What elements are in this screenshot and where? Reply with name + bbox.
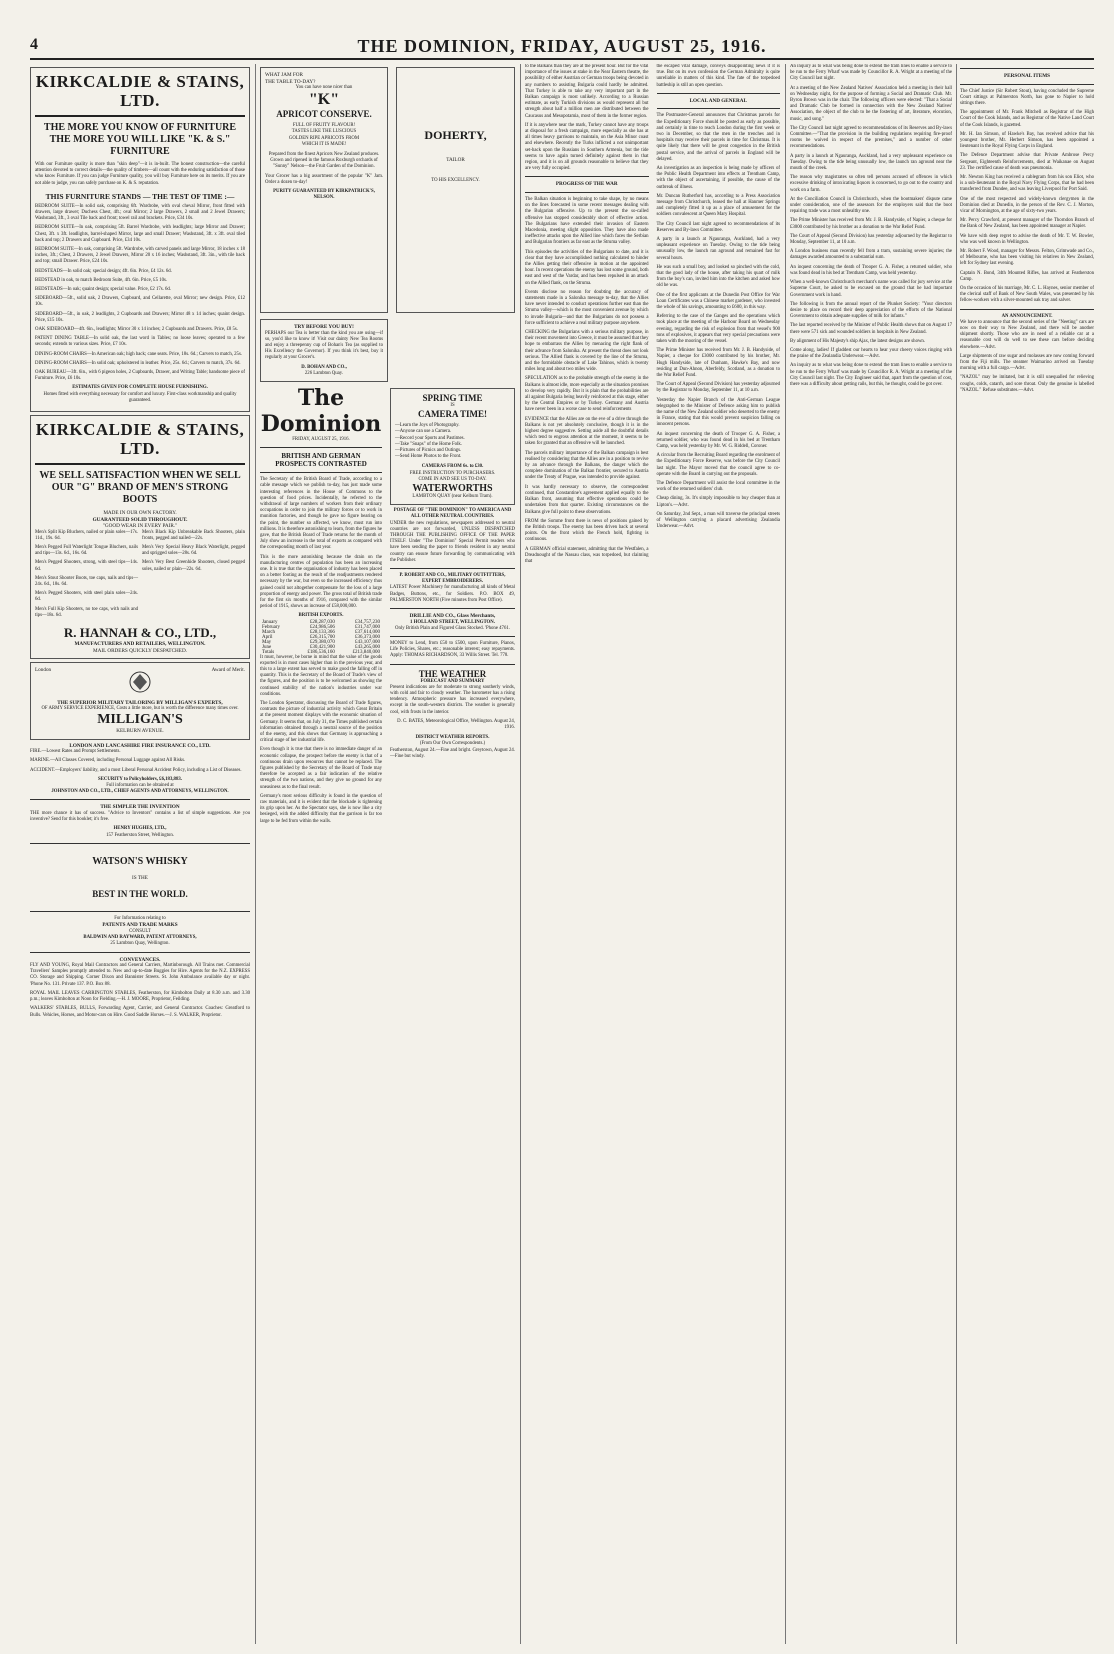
list-item: BEDROOM SUITE—In oak, comprising 5ft. Barrel Wardrobe, with leadlights; large Mirror and Drawer; Chest, 3ft. x 3ft. leadlights, barrel-shaped Mirror, large and small Drawer; Washstand, 3ft. x 3ft. oval tiled back and top; 2 Drawers and Cupboard. Price, £34 10s. — [35, 225, 245, 243]
inv-addr: 157 Featherston Street, Wellington. — [106, 832, 174, 838]
table-cell: May — [262, 639, 272, 645]
ad-title: KIRKCALDIE & STAINS, LTD. — [35, 420, 245, 459]
list-item: —Learn the Joys of Photography. — [395, 423, 460, 429]
local-general-column — [657, 64, 781, 568]
table-cell: £26,315,700 — [309, 634, 335, 640]
table-cell: £31,747,000 — [355, 624, 380, 630]
ad-guarantee: GUARANTEED SOLID THROUGHOUT. — [92, 516, 188, 523]
local-general-head: LOCAL AND GENERAL — [689, 97, 747, 104]
table-cell: £29,380,070 — [309, 639, 335, 645]
list-item: FIRE.—Lowest Rates and Prompt Settlements. — [30, 749, 121, 755]
paragraph: The Court of Appeal (Second Division) has yesterday adjourned by the Registrar to Monday, September 11, at 10 a.m. — [790, 233, 952, 246]
post-head: POSTAGE OF "THE DOMINION" TO AMERICA AND ALL OTHER NEUTRAL COUNTRIES. — [393, 508, 512, 520]
dominion-masthead: The Dominion — [260, 384, 382, 437]
personal-items-head: PERSONAL ITEMS — [1004, 73, 1050, 79]
paragraph: FROM the Somme front there is news of positions gained by the British troops. The enemy has been driven back at several points. On the front which the French hold, fighting is continuous. — [525, 518, 649, 543]
war-column — [525, 64, 649, 568]
ins-title: LONDON AND LANCASHIRE FIRE INSURANCE CO., LTD. — [69, 742, 211, 749]
paragraph: SPECULATION as to the probable strength of the enemy in the Balkans is almost idle, more especially as the situation promises to develop very rapidly. But it is plain that the probabilities are all against Bulgaria being heavily reinforced at this stage, either by the Central Empires or by Turkey. Germany and Austria have never been in a worse case to send reinforcements — [525, 376, 649, 413]
pat-consult: CONSULT — [129, 928, 151, 934]
drillie-ad — [390, 613, 515, 632]
mil-right: Award of Merit. — [211, 667, 245, 674]
list-item: Men's Very Best Greenhide Shooters, closed pegged soles, nailed or plain—22s. 6d. — [142, 560, 245, 572]
tea-body: PERHAPS our Tea is better than the kind you are using—if so, you'd like to know it! Visit our dainty New Tea Rooms and enjoy a threepenny cup of Bohan's Tea (as supplied to His Excellency the Governor). If you think it's best, buy it regularly at your Grocer's. — [265, 330, 383, 361]
paragraph: When a well-known Christchurch merchant's name was called for jury service at the Supreme Court, he asked to be excused on the ground that he had important Government work in hand. — [790, 280, 952, 298]
table-cell: March — [262, 629, 276, 635]
paragraph: The Chief Justice (Sir Robert Stout), having concluded the Supreme Court sittings at Palmerston North, has gone to Napier to hold sittings there. — [960, 88, 1094, 106]
kirkcaldie-furniture-ad — [30, 67, 250, 412]
paragraph: An inquiry as to what was being done to extend the tram lines to enable a service to be run to the Ferry Wharf was made by Councillor R. A. Wright at a meeting of the City Council last night. The City Engineer said that, apart from the question of cost, there was a difficulty about getting rails, but this, he thought, could be got over. — [790, 363, 952, 387]
table-cell: £186,536,160 — [307, 649, 335, 655]
paragraph: A party in a launch at Ngauranga, Auckland, had a very unpleasant experience on Tuesday. Owing to the tide being unusually low, the launch ran aground near the mouth of the creek. — [790, 153, 952, 172]
paragraph: Cheap dining, 3s. It's simply impossible to buy cheaper than at Lipton's.—Advt. — [656, 496, 780, 508]
ad-made: MADE IN OUR OWN FACTORY. — [103, 510, 177, 517]
large-shipments: Large shipments of raw sugar and molasses are now coming forward from the Fiji mills. The steamer Waimarino arrived on Tuesday morning with a full cargo.—Advt. — [960, 353, 1094, 372]
column-3 — [525, 64, 780, 1644]
pat-name: BALDWIN AND RAYWARD, PATENT ATTORNEYS, — [83, 935, 197, 941]
boots-list-right — [142, 530, 245, 622]
jam-f3: GOLDEN RIPE APRICOTS FROM — [288, 135, 360, 141]
paragraph: to the Balkans than they are at the present hour. But for the vital importance of the issues at stake in the Near Eastern theatre, the possibility of either Austrian or German troops being devoted in any numbers to assisting Bulgaria could hardly be admitted. That Turkey is able to take any very important part in the Balkan campaign is most unlikely. According to a Russian estimate, as early Turkish divisions as would represent all but strength about half a million men are distributed between the Caucasus and Mesopotamia, most of them in the former region. — [525, 64, 649, 119]
tea-head: TRY BEFORE YOU BUY! — [294, 324, 354, 330]
inv-name: HENRY HUGHES, LTD., — [113, 826, 167, 832]
paragraph: The City Council last night agreed to recommendations of its Reserves and By-laws Committee.—"That the provision in the building regulations requiring fire-proof rooms be waived in respect of the premises," and a number of other recommendations. — [790, 125, 952, 150]
list-item: Men's Black Kip Unbreakable Back Shooters, plain fronts, pegged and nailed—22s. — [142, 529, 245, 541]
hannah-title: R. HANNAH & CO., LTD., — [63, 625, 217, 641]
paragraph: The appointment of Mr. Frank Mitchell as Registrar of the High Court of the Cook Islands, and as Registrar of the Native Land Court of the Cook Islands, is gazetted. — [960, 110, 1094, 128]
wwr-sub: (From Our Own Correspondents.) — [419, 741, 486, 747]
mil-name: P. ROBERT AND CO., MILITARY OUTFITTERS, EXPERT EMBROIDERERS. — [399, 572, 506, 585]
ad-footer: Homes fitted with everything necessary for comfort and luxury. First-class workmanship and quality guaranteed. — [43, 391, 237, 403]
weather-head: THE WEATHER — [418, 668, 487, 679]
paragraph: By alignment of His Majesty's ship Ajax, the latest designs are shown. — [790, 338, 926, 344]
list-item: SIDEBOARD—5ft., solid oak, 2 Drawers, Cupboard, and Cellarette, oval Mirror; new design. Price, £12 10s. — [35, 296, 245, 308]
paragraph: Events disclose no reason for doubting the accuracy of statements made in a Salonika message to-day, that the Allies have never intended to conduct operations further east than the Struma valley—which is the most convenient avenue by which to invade Bulgaria—and that the Bulgarians do not possess a force sufficient to achieve a real military purpose anywhere. — [525, 289, 649, 326]
paragraph: This is the more astonishing because the drain on the manufacturing centres of population has been an increasing one. It is true that the organisation of industry has been placed on a better footing as the result of the readjustments rendered necessary by the war, but even so the increased efficiency thus gained could not altogether compensate for the loss of a large proportion of energy and power. The gross total of British trade for the first six months of 1916, compared with the similar period of 1915, shows an increase of £58,000,000. — [260, 554, 382, 610]
jam-q1: WHAT JAM FOR — [265, 72, 303, 78]
jam-f2: TASTES LIKE THE LUSCIOUS — [291, 129, 357, 135]
mil-left: London — [35, 667, 52, 674]
announcement-body: We have to announce that the second series of the "Neeting" cars are now on their way to New Zealand, and there will be another shipment shortly. Those who are in need of a reliable car at a reasonable cost will do well to see these cars before deciding elsewhere.—Advt. — [960, 319, 1094, 350]
inv-body: THE more chance it has of success. "Advice to Inventors" contains a list of simple suggestions. Are you inventive? Send for this booklet; it's free. — [30, 810, 250, 823]
exports-head: BRITISH EXPORTS. — [298, 613, 344, 619]
doherty-trade: TAILOR — [446, 157, 465, 163]
list-item: —Record your Sports and Pastimes. — [395, 435, 465, 441]
paragraph: A party in a launch at Ngauranga, Auckland, had a very unpleasant experience on Tuesday. Owing to the tide being unusually low, the launch ran aground and remained fast for several hours. — [656, 236, 780, 261]
paragraph: Germany's most serious difficulty is found in the question of raw materials, and it is evident that the blockade is tightening its grip upon her. As the Spectator says, she is now like a city besieged, with the added difficulty that the garrison is far too large to be fed from within the walls. — [260, 793, 382, 824]
list-item: —Take "Snaps" of the Home Folk. — [395, 441, 462, 447]
nazol-ad: "NAZOL" may be imitated, but it is still unequalled for relieving coughs, colds, catarrh, and sore throat. Only the genuine is labelled "NAZOL." Refuse substitutes.—Advt. — [960, 375, 1094, 393]
paragraph: The Prime Minister has received from Mr. J. B. Handyside, of Napier, a cheque for £3000 contributed by his brother as a donation to the War Relief Fund. — [790, 218, 952, 230]
list-item: BEDROOM SUITE—In solid oak, comprising 6ft. Wardrobe, with oval cheval Mirror, front fitted with drawers, large drawer; Duchess Chest, 4ft.; oval Mirror; 2 large Drawers, 2 small and 2 Jewel Drawers; Washstand, 3ft., 3 oval Tile back and front; towel rail and brackets. Price, £34 10s. — [35, 203, 245, 222]
list-item: —Anyone can use a Camera. — [395, 429, 452, 435]
paragraph: Mr. Newton King has received a cablegram from his son Eliot, who is a sub-lieutenant in the Royal Navy Flying Corps, that he had been transferred from Dundee, and was leaving Liverpool for Port Said. — [960, 174, 1094, 193]
table-cell: June — [262, 644, 272, 650]
pat-addr: 25 Lambton Quay, Wellington. — [110, 941, 170, 947]
table-cell: £213,840,000 — [352, 649, 380, 655]
paragraph: A GERMAN official statement, admitting that the Westfalen, a Dreadnought of the Nassau class, was torpedoed, but claiming that — [525, 546, 649, 564]
ad-headline: THE MORE YOU KNOW OF FURNITURE THE MORE YOU WILL LIKE "K. & S." FURNITURE — [43, 122, 237, 157]
spring-h1: SPRING TIME — [422, 392, 483, 403]
paragraph: At a meeting of the New Zealand Natives' Association held a meeting in their hall on Wednesday night, for the purpose of forming a Social and Dramatic Club. Mr. Byron Brown was in the chair. The following officers were elected: "That a Social and Dramatic Club be formed in connection with the New Zealand Natives' Association, the object of the club to be the fostering of art, literature, elocution, music, and song." — [790, 85, 952, 122]
jam-f4: WHICH IT IS MADE! — [301, 141, 347, 147]
paragraph: The London Spectator, discussing the Board of Trade figures, contrasts the picture of industrial activity which Great Britain at the present moment displays with the economic situation of Germany. It seems that, on July 31, the Times published certain information obtained through a neutral source of the position of the enemy, and this shows that Germany is approaching a critical stage of her industrial life. — [260, 701, 382, 744]
paragraph: On Saturday, 2nd Sept., a man will traverse the principal streets of Wellington carrying a placard advertising Zealandia Underwear.—Advt. — [656, 511, 780, 530]
list-item: —Pictures of Picnics and Outings. — [395, 447, 462, 453]
jam-prep: Prepared from the finest Apricots New Zealand produces. Grown and ripened in the famous Roxburgh orchards of "Sunny" Nelson—the Fruit Garden of the Dominion. — [268, 152, 380, 170]
announcement-head: AN ANNOUNCEMENT. — [1001, 313, 1053, 319]
list-item: Men's Pegged Shooters, with steel plain soles—24s. 6d. — [35, 591, 138, 603]
paragraph: An inquest concerning the death of Trooper G. A. Fisher, a returned soldier, who was found dead in his bed at Trentham Camp, was held yesterday by Mr. W. G. Riddell, Coroner. — [656, 431, 780, 450]
paragraph: Even though it is true that there is no immediate danger of an economic collapse, the prospect before the enemy is that of a continuous drain upon resources that cannot be replaced. The figures published by the Secretary of the Board of Trade may therefore be accepted as a fair indication of the relative strength of the two nations, and they give no ground for any uneasiness as to the final result. — [260, 747, 382, 790]
list-item: FLY AND YOUNG, Royal Mail Contractors and General Carriers, Martinborough. All Trains met. Commercial Travellers' Samples promptly attended to. New and up-to-date Buggies for Hire. Agents for the N.Z. EXPRESS CO. Storage and Shipping. Corner Dixon and Bannister Streets. St. John Ambulance available day or night. 'Phone No. 131. Private 137. P.O. Box 88. — [30, 963, 250, 987]
spring-h3: CAMERA TIME! — [417, 409, 488, 420]
conveyances-section — [30, 957, 250, 1019]
boots-list-left — [35, 530, 138, 622]
table-cell: £28,287,030 — [309, 619, 335, 625]
paragraph: The Balkan situation is beginning to take shape, by no means on the lines forecasted in some recent messages dealing with the Bulgarian offensive. Up to the present the so-called offensive has stopped considerably short of effective action. The Bulgarians have extended their invasion of Eastern Macedonia, meeting slight opposition. They have also made ineffective attacks upon the Allied line which faces the Serbian and Bulgarian frontiers as far east as the Struma valley. — [525, 196, 649, 246]
list-item: OAK SIDEBOARD—4ft. 6in., leadlights; Mirror 30 x 14 inches; 2 Cupboards and Drawers. Price, £8 5s. — [35, 327, 238, 333]
waterworths-ad — [390, 388, 515, 505]
conv-head: CONVEYANCES. — [119, 956, 161, 963]
list-item: BEDSTEADS—In oak; quaint design; special value. Price, £2 17s. 6d. — [35, 287, 172, 293]
spring-come: COME IN AND SEE US TO-DAY. — [418, 476, 487, 482]
jam-q2: THE TABLE TO-DAY? — [265, 78, 316, 85]
drillie-name: DRILLIE AND CO., Glass Merchants, — [409, 613, 496, 619]
table-cell: £37,614,000 — [355, 629, 380, 635]
paragraph: The Defence Department will assist the local committee in the work of the returned soldiers' club. — [656, 481, 780, 493]
table-cell: £34,757,230 — [355, 619, 380, 625]
page-number: 4 — [30, 36, 38, 53]
list-item: Men's Split Kip Bluchers, nailed or plain soles—17s. 11d., 19s. 6d. — [35, 529, 138, 541]
editorial — [260, 385, 382, 828]
paragraph: the escaped vital damage, conveys disappointing news if it is true. But on its own confession the German Admiralty is quite unreliable in matters of this kind. The fate of the torpedoed battleship is still an open question. — [656, 64, 780, 88]
paragraph: The Defence Department advise that Private Ambrose Percy Sergeant, Eighteenth Reinforcements, died at Waikanae on August 23. The certified cause of death was pneumonia. — [960, 153, 1094, 171]
crest-icon — [124, 669, 156, 695]
table-cell: January — [262, 619, 278, 625]
paragraph: CHECKING the Bulgarians with a serious military purpose, in their recent movement into Greece, it must be assumed that they hope to embarrass the Allies by menacing the right flank of their advance from Salonika. At present the threat does not look serious. The Allied flank is covered by the line of the Struma, and the formidable obstacle of Lake Tahinos, which is twenty miles long and about two miles wide. — [525, 330, 649, 373]
paragraph: If it is anywhere near the mark, Turkey cannot have any troops at disposal for a fresh campaign, more especially as she has at all times heavy garrisons to maintain, on the Asia Minor coast and elsewhere. Recently the Turks inflicted a not unimportant set-back upon the Russians in Southern Armenia, but the tide seems to have again turned definitely against them in that region, and it is on all grounds reasonable to believe that they are very fully occupied. — [525, 122, 649, 172]
table-row — [260, 625, 382, 630]
paragraph: The Court of Appeal (Second Division) has yesterday adjourned by the Registrar to Monday, September 11, at 10 a.m. — [656, 382, 780, 394]
paragraph: At the Conciliation Council in Christchurch, when the bootmakers' dispute came under consideration, one of the assessors for the employers said that the boot repairing trade was a most unhealthy one. — [790, 196, 952, 215]
paragraph: We have with deep regret to advise the death of Mr. T. W. Bowler, who was well known in Wellington. — [960, 233, 1094, 245]
list-item: BEDSTEADS—In solid oak; special design; 4ft. 6in. Price, £4 12s. 6d. — [35, 268, 172, 274]
paragraph: One of the first applicants at the Dunedin Post Office for War Loan Certificates was a Chinese market gardener, who invested the whole of his savings, amounting to £600, in this way. — [656, 292, 780, 310]
column-rule — [255, 64, 256, 1644]
list-item: Men's Stout Shooter Boots, toe caps, nails and tips—24s. 6d., 18s. 6d. — [35, 575, 138, 588]
milligans-ad — [30, 662, 250, 740]
table-cell: April — [262, 634, 273, 640]
jam-purity: PURITY GUARANTEED BY KIRKPATRICK'S, NELSON. — [273, 189, 375, 201]
ad-headline: WE SELL SATISFACTION WHEN WE SELL OUR "G" BRAND OF MEN'S STRONG BOOTS — [39, 470, 241, 506]
list-item: ROYAL MAIL LEAVES CARRINGTON STABLES, Featherston, for Kimbolton Daily at 8.30 a.m. and 3.30 p.m.; leaves Kimbolton at Noon for Fielding.—H. J. MOORE, Proprietor, Feilding. — [30, 990, 250, 1003]
ad-subhead: THIS FURNITURE STANDS — THE TEST OF TIME :— — [45, 191, 235, 201]
paragraph: EVIDENCE that the Allies are on the eve of a drive through the Balkans is not yet absolutely conclusive, though it is in the highest degree suggestive. Setting aside all the doubtful details which tend to engross attention at the moment, it seems to be taken for granted that an offensive will be launched. — [525, 416, 649, 447]
ins-agents: JOHNSTON AND CO., LTD., CHIEF AGENTS AND ATTORNEYS, WELLINGTON. — [51, 789, 229, 795]
table-cell: £36,373,000 — [355, 634, 380, 640]
weather-sign: D. C. BATES, Meteorological Office, Wellington. August 24, 1916. — [397, 718, 515, 730]
table-cell: £28,133,366 — [309, 629, 335, 635]
editorial-continued — [396, 316, 515, 385]
paragraph: An inquest concerning the death of Trooper G. A. Fisher, a returned soldier, who was found dead in his bed at Trentham Camp, was held yesterday. — [790, 264, 952, 276]
paragraph: Yesterday the Napier Branch of the Anti-German League telegraphed to the Minister of Defence asking him to publish the name of the New Zealand soldier who deserted to the enemy in France, stating that this would prevent suspicion falling on innocent persons. — [656, 397, 780, 428]
paragraph: An inquiry as to what was being done to extend the tram lines to enable a service to be run to the Ferry Wharf was made by Councillor R. A. Wright at a meeting of the City Council last night. — [790, 64, 952, 82]
wwr-body: Featherston, August 24.—Fine and bright. Greytown, August 24.—Fine but windy. — [390, 747, 515, 759]
drillie-body: Only British Plain and Figured Glass Stocked. 'Phone 4761. — [395, 625, 510, 631]
paragraph: The Postmaster-General announces that Christmas parcels for the Expeditionary Force should be posted as early as possible, and certainly in time to reach London during the first week or two in December, so that the men in the trenches and in hospitals may receive their parcels in time for Christmas. It is quite likely that there will be great congestion in the British postal service, and the arrival of parcels in England will be delayed. — [656, 113, 780, 162]
ins-security: SECURITY to Policyholders, £6,183,883. — [98, 776, 182, 782]
wwr-head: DISTRICT WEATHER REPORTS. — [415, 735, 490, 741]
paragraph: Captain N. Bond, 34th Mounted Rifles, has arrived at Featherston Camp. — [960, 270, 1094, 282]
paragraph: An investigation as an inspection is being made by officers of the Public Health Department into effects at Trentham Camp, with the object of ascertaining, if possible, the cause of the outbreak of illness. — [656, 165, 780, 190]
insurance-ad — [30, 743, 250, 796]
mil-body: LATEST Power Machinery for manufacturing all kinds of Metal Badges, Buttons, etc., for Soldiers. P.O. BOX 49, PALMERSTON NORTH (Five minutes from Post Office). — [390, 585, 515, 603]
weather-section — [390, 669, 515, 760]
drillie-addr: 1 HOLLAND STREET, WELLINGTON. — [410, 619, 495, 625]
list-item: BEDROOM SUITE—In oak, comprising 5ft. Wardrobe, with carved panels and large Mirror, 18 inches x 18 inches, 3ft.; Chest, 2 Drawers, 2 Jewel Drawers, Mirror 20 x 16 inches; Washstand, 3ft. 3in., with tile back and top; small Drawer. Price, £24 10s. — [35, 247, 245, 265]
whisky-line3: BEST IN THE WORLD. — [92, 889, 188, 900]
table-cell: £30,421,900 — [309, 644, 335, 650]
jam-name: APRICOT CONSERVE. — [276, 109, 372, 120]
list-item: PATENT DINING TABLE—In solid oak, the last word in Tables; no loose leaves; operated to a few seconds; extends to various sizes. Price, £7 10s. — [35, 336, 245, 348]
jam-k: "K" — [308, 91, 340, 109]
progress-head: PROGRESS OF THE WAR — [555, 181, 618, 188]
column-rule — [956, 64, 957, 1644]
hannah-sub: MANUFACTURERS AND RETAILERS, WELLINGTON. — [74, 641, 206, 648]
mil-addr: KELBURN AVENUE. — [116, 728, 164, 735]
list-item: Men's Pegged Full Waterlight Tongue Bluchers, nails and tips—13s. 6d., 16s. 6d. — [35, 545, 138, 557]
column-2-ads — [390, 385, 515, 828]
list-item: —Send Home Photos to the Front. — [395, 454, 462, 460]
mil-head: THE SUPERIOR MILITARY TAILORING BY MILLIGAN'S EXPERTS, — [57, 699, 223, 706]
paragraph: A circular from the Recruiting Board regarding the enrolment of the Expeditionary Force Reserve, was before the City Council last night. The Mayor moved that the council agree to co-operate with the Board in carrying out the proposals. — [656, 453, 780, 477]
exports-table — [260, 620, 382, 655]
masthead — [30, 36, 1094, 60]
spring-name: WATERWORTHS — [412, 482, 493, 494]
paragraph: Referring to the case of the Ganges and the operations which took place at the meeting of the Harbour Board on Wednesday evening, regarding the risk of explosion from that vessel's 900 tons of explosives, it appears that very special precautions were taken with the mooring of the vessel. — [656, 314, 780, 345]
paragraph: Mr. Robert F. Wood, manager for Messrs. Felton, Grimwade and Co., of Melbourne, who has been visiting his relatives in New Zealand, left for Sydney last evening. — [960, 248, 1094, 267]
doherty-ad — [396, 67, 515, 313]
tea-name: D. BOHAN AND CO., — [301, 364, 347, 370]
spring-price: CAMERAS FROM 6s. to £30. — [421, 464, 484, 470]
doherty-to: TO HIS EXCELLENCY. — [431, 177, 480, 183]
ad-intro: With our Furniture quality is more than "skin deep"—it is in-built. The honest construction—the careful attention devoted to correct details—the quality of timbers—all count with the enduring satisfaction of those who know Furniture. If you can judge Furniture quality, you will buy Furniture here on its merits. If you are not able to judge, you can safely purchase on K. & S. reputation. — [35, 162, 245, 186]
mil-body: OF ARMY SERVICE EXPERIENCE, Costs a little more, but is worth the difference many times over. — [41, 706, 239, 712]
column-1 — [30, 64, 250, 1644]
inventions-ad — [30, 804, 250, 838]
paragraph: Mr. H. Ian Simson, of Hawke's Bay, has received advice that his youngest brother, Mr. Herbert Simson, has been appointed a lieutenant in the Royal Flying Corps in England. — [960, 131, 1094, 150]
postage-notice — [390, 508, 515, 564]
paragraph: It must, however, be borne in mind that the value of the goods exported is in most cases higher than in the previous year, and this to a large extent has served to make good the falling off in quantity. This is the Secretary of the Board of Trade's view of the figures, and the position is to be welcomed as showing the continued stability of the nation's industries under war conditions. — [260, 654, 382, 697]
table-cell: £43,265,000 — [355, 644, 380, 650]
mil-name: MILLIGAN'S — [97, 712, 183, 728]
ad-title: KIRKCALDIE & STAINS, LTD. — [35, 72, 245, 110]
jam-grocer: Your Grocer has a big assortment of the popular "K" Jam. Order a dozen to-day! — [265, 173, 383, 185]
table-cell: £24,986,506 — [309, 624, 335, 630]
tea-addr: 226 Lambton Quay. — [304, 370, 344, 376]
jam-none: You can have none nicer than — [295, 85, 353, 90]
list-item: DINING-ROOM CHAIRS—In solid oak; upholstered in leather. Price, 25s. 6d.; Carvers to match, 37s. 6d. — [35, 360, 241, 366]
list-item: OAK BUREAU—3ft. 6in., with 6 pigeon holes, 2 Cupboards, Drawer, and Writing Table; handsome piece of Furniture. Price, £6 10s. — [35, 370, 245, 382]
column-rule — [785, 64, 786, 1644]
paragraph: One of the most respected and widely-known clergymen in the Dominion died at Dunedin, in the person of the Rev. C. J. Morton, vicar of Mornington, at the age of sixty-two years. — [960, 196, 1094, 214]
list-item: DINING-ROOM CHAIRS—In American oak; high back; cane seats. Price, 18s. 6d.; Carvers to match, 25s. — [35, 351, 243, 357]
list-item: ACCIDENT.—Employers' liability, and a most Liberal Personal Accident Policy, including a List of Diseases. — [30, 767, 242, 773]
paragraph: The City Council last night agreed to recommendations of its Reserves and By-laws Committee. — [656, 221, 780, 233]
spring-h2: IS — [450, 402, 455, 408]
paragraph: The reason why magistrates so often tell persons accused of offences in which excessive drinking of intoxicating liquors is concerned, to go out to the country and work on a farm. — [790, 175, 952, 193]
kirkcaldie-boots-ad — [30, 415, 250, 659]
paragraph: A London business man recently fell from a tram, sustaining severe injuries; the damages awarded amounted to a substantial sum. — [790, 249, 952, 261]
list-item: SIDEBOARD—5ft., in oak, 2 leadlights, 2 Cupboards and Drawers; Mirror 48 x 14 inches; quaint design. Price, £15 10s. — [35, 311, 245, 323]
table-cell: Totals — [262, 649, 275, 655]
column-2 — [260, 64, 515, 1644]
paragraph: The following is from the annual report of the Plunket Society: "Your directors desire to place on record their deep appreciation of the efforts of the National Government to obtain adequate supplies of milk for infants." — [790, 301, 952, 320]
editorial-headline: BRITISH AND GERMAN PROSPECTS CONTRASTED — [275, 452, 367, 469]
weather-body: Present indications are for moderate to strong southerly winds, with cold and fair to cloudy weather. The barometer has a rising tendency. Atmospheric pressure has increased everywhere, except in the south-western districts. The weather is generally cool, with frosts in the interior. — [390, 684, 515, 715]
list-item: Men's Full Kip Shooters, no toe caps, with nails and tips—18s. 6d. — [35, 606, 138, 618]
list-item: WALKERS' STABLES, BULLS, Forwarding Agent, Carrier, and General Contractor. Coaches: Greatford to Bulls. Vehicles, Horses, and Motor-cars on Hire. Good Saddle Horses.—J. S. WALKER, Proprietor. — [30, 1006, 250, 1018]
post-body: UNDER the new regulations, newspapers addressed to neutral countries are not forwarded, UNLESS DESPATCHED THROUGH THE PUBLISHING OFFICE OF THE PAPER ITSELF. Under "The Dominion" Special Permit readers who have been sending the paper to friends resident in any neutral country can ensure future forwarding by communicating with the Publisher. — [390, 520, 515, 563]
inv-head: THE SIMPLER THE INVENTION — [100, 804, 180, 811]
whisky-ad — [30, 848, 250, 908]
spring-free: FREE INSTRUCTION TO PURCHASERS. — [409, 470, 496, 476]
editorial-date: FRIDAY, AUGUST 25, 1916. — [292, 436, 350, 442]
robert-ad — [390, 573, 515, 604]
list-item: Men's Pegged Shooters, strong, with steel tips—14s. 6d. — [35, 560, 138, 572]
list-item: Men's Very Special Heavy Black Waterlight, pegged and sprigged soles—28s. 6d. — [142, 545, 245, 557]
hannah-note: MAIL ORDERS QUICKLY DESPATCHED. — [92, 647, 187, 654]
spring-addr: LAMBTON QUAY (near Kelburn Tram). — [412, 493, 493, 499]
newspaper-title: THE DOMINION, FRIDAY, AUGUST 25, 1916. — [357, 36, 767, 56]
money-ad: MONEY to Lend, from £50 to £500, upon Furniture, Pianos, Life Policies, Shares, etc.; reasonable interest; easy repayments. Apply: THOMAS RICHARDSON, 33 Willis Street. Tel. 778. — [390, 640, 515, 659]
ins-info: Full information can be obtained at — [106, 783, 174, 789]
paragraph: Come along, ladies! If gladdest our hearts to hear your cheery voices ringing with the praise of the Zealandia Underwear.—Advt. — [790, 347, 952, 360]
paragraph: The last reported received by the Minister of Public Health shows that on August 17 there were 571 sick and wounded soldiers in hospitals in New Zealand. — [790, 323, 952, 335]
paragraph: Mr. Percy Crawford, at present manager of the Thorndon Branch of the Bank of New Zealand, has been appointed manager at Napier. — [960, 218, 1094, 230]
table-cell: £43,107,000 — [355, 639, 380, 645]
paragraph: On the occasion of his marriage, Mr. C. L. Haynes, senior member of the clerical staff of Bank of New South Wales, was presented by his fellow-workers with a silver-mounted oak tray and salver. — [960, 285, 1094, 304]
patents-ad — [30, 916, 250, 947]
table-cell: February — [262, 624, 281, 630]
list-item: MARINE.—All Classes Covered, including Personal Luggage against All Risks. — [30, 758, 186, 764]
paragraph: This episodes the activities of the Bulgarians to date, and it is clear that they have accomplished nothing calculated to hinder the Allies getting their offensive in motion at the appointed hour. In recent operations the enemy has lost some ground, both east and west of the Vardar, and has been repulsed in an attack on the Allied flank, on the Struma. — [525, 249, 649, 286]
furniture-list — [35, 204, 245, 383]
list-item: BEDSTEAD in oak, to match Bedroom Suite, 4ft. 6in. Price, £5 10s. — [35, 277, 168, 283]
pat-head: PATENTS AND TRADE MARKS — [102, 922, 178, 929]
bohan-tea-ad — [260, 319, 388, 382]
apricot-jam-ad — [260, 67, 388, 313]
column-4 — [790, 64, 952, 1644]
paragraph: The parcels military importance of the Balkan campaign is best realised by considering that the Allies are in a position to revive by an advance through the Balkans, the danger which the complete domination of the Balkan frontier, secured to Austria under the Treaty of Prague, was intended to provide against. — [525, 450, 649, 481]
paragraph: It was hardly necessary to observe, the correspondent continued, that Constantine's agreement applied equally to the Balkan front, assuming that effective operations could be undertaken from that quarter. Existing circumstances on the Balkans give full point to these observations. — [525, 484, 649, 515]
column-5 — [960, 64, 1094, 1644]
whisky-line1: WATSON'S WHISKY — [92, 855, 188, 867]
ad-estimates: ESTIMATES GIVEN FOR COMPLETE HOUSE FURNISHING. — [72, 385, 208, 391]
pat-info: For Information relating to — [114, 916, 166, 922]
jam-f1: FULL OF FRUITY FLAVOUR! — [292, 123, 356, 129]
paragraph: The Prime Minister has received from Mr. J. B. Handyside, of Napier, a cheque for £3000 contributed by his brother, Mr. Hugh Handyside, late of Dunham, Hawke's Bay, and now residing at Dun-Ahnon, Aberfeldy, Scotland, as a donation to the War Relief Fund. — [656, 348, 780, 379]
ad-wear: "GOOD WEAR IN EVERY PAIR." — [102, 523, 178, 530]
paragraph: The Secretary of the British Board of Trade, according to a cable message which we publish to-day, has just made some interesting references in the House of Commons to the question of food prices. Incidentally, he referred to the withdrawal of large numbers of workers from their ordinary occupations in order to join the military forces or to work in munition factories, and though he gave no figure bearing on the point, the number so affected, we know, must run into millions. It is therefore astonishing to learn, from the figures he gave, that the British Board of Trade returns for the month of July show an increase in the total of exports as compared with the corresponding month of last year. — [260, 477, 382, 551]
doherty-name: DOHERTY, — [424, 128, 487, 142]
paragraph: He was such a small boy, and looked so pinched with the cold, that the good lady of the house, after taking his quart of milk from the boy's can, invited him into the kitchen and asked how old he was. — [656, 264, 780, 289]
whisky-line2: IS THE — [132, 874, 148, 881]
weather-sub: FORECAST AND SUMMARY — [420, 678, 485, 684]
column-rule — [520, 64, 521, 1644]
paragraph: Mr. Duncan Rutherford has, according to a Press Association message from Christchurch, leased the hall at Hanmer Springs and completely fitted it up as a place of amusement for the soldiers convalescent at Queen Mary Hospital. — [656, 193, 780, 218]
